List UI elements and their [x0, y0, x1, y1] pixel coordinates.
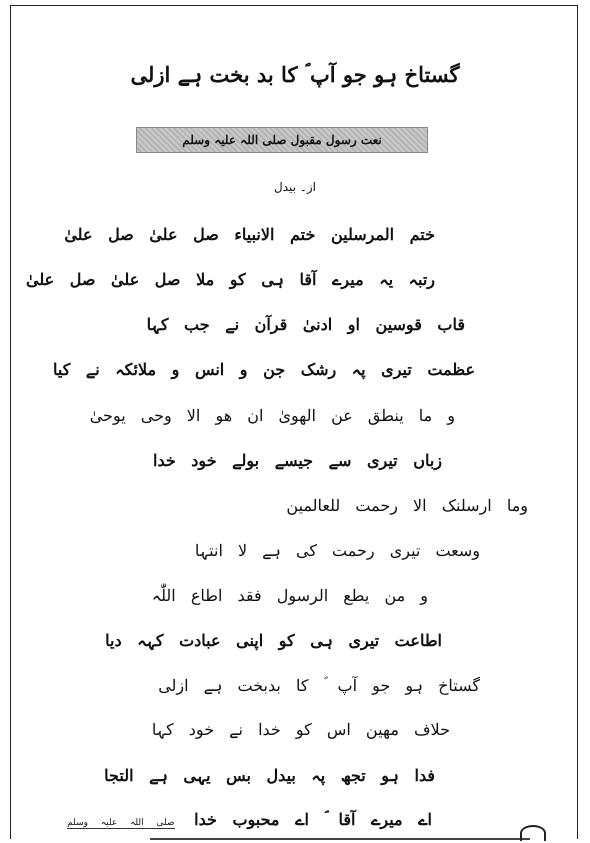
durood-seal: صلی اللہ علیہ وسلم	[67, 818, 175, 828]
verse-line-6: زباں تیری سے جیسے بولے خود خدا	[153, 451, 442, 470]
verse-line-5: و ما ینطق عن الھویٰ ان ھو الا وحی یوحیٰ	[89, 406, 455, 425]
verse-line-2: رتبہ یہ میرے آقا ہی کو ملا صل علیٰ صل علیٰ	[26, 270, 435, 289]
poem-title: گستاخ ہو جو آپ ؐ کا بد بخت ہے ازلی	[130, 62, 460, 87]
verse-line-9: و من یطع الرسول فقد اطاع اللّٰہ	[151, 586, 428, 605]
verse-line-11: گستاخ ہو جو آپ ؐ کا بدبخت ہے ازلی	[158, 676, 480, 695]
verse-line-14-text: اے میرے آقا ؐ اے محبوب خدا	[194, 810, 432, 829]
verse-line-7: وما ارسلنک الا رحمت للعالمین	[286, 496, 528, 515]
verse-line-3: قاب قوسین او ادنیٰ قرآن نے جب کہا	[146, 315, 465, 334]
verse-line-14	[67, 810, 432, 830]
verse-line-12: حلاف مھین اس کو خدا نے خود کہا	[151, 720, 450, 739]
author-byline: از۔ بیدل	[274, 180, 316, 194]
verse-line-1: ختم المرسلین ختم الانبیاء صل علیٰ صل علیٰ	[64, 225, 435, 244]
footer-divider	[150, 838, 530, 840]
page-corner-mark	[520, 825, 546, 841]
banner-text: نعت رسول مقبول صلی اللہ علیہ وسلم	[182, 133, 382, 147]
naat-banner	[136, 127, 428, 153]
verse-line-13: فدا ہو تجھ پہ بیدل بس یہی ہے التجا	[104, 766, 435, 785]
verse-line-4: عظمت تیری پہ رشک جن و انس و ملائکہ نے کیا	[53, 360, 475, 379]
verse-line-10: اطاعت تیری ہی کو اپنی عبادت کہہ دیا	[105, 631, 442, 650]
verse-line-8: وسعت تیری رحمت کی ہے لا انتہا	[194, 541, 480, 560]
